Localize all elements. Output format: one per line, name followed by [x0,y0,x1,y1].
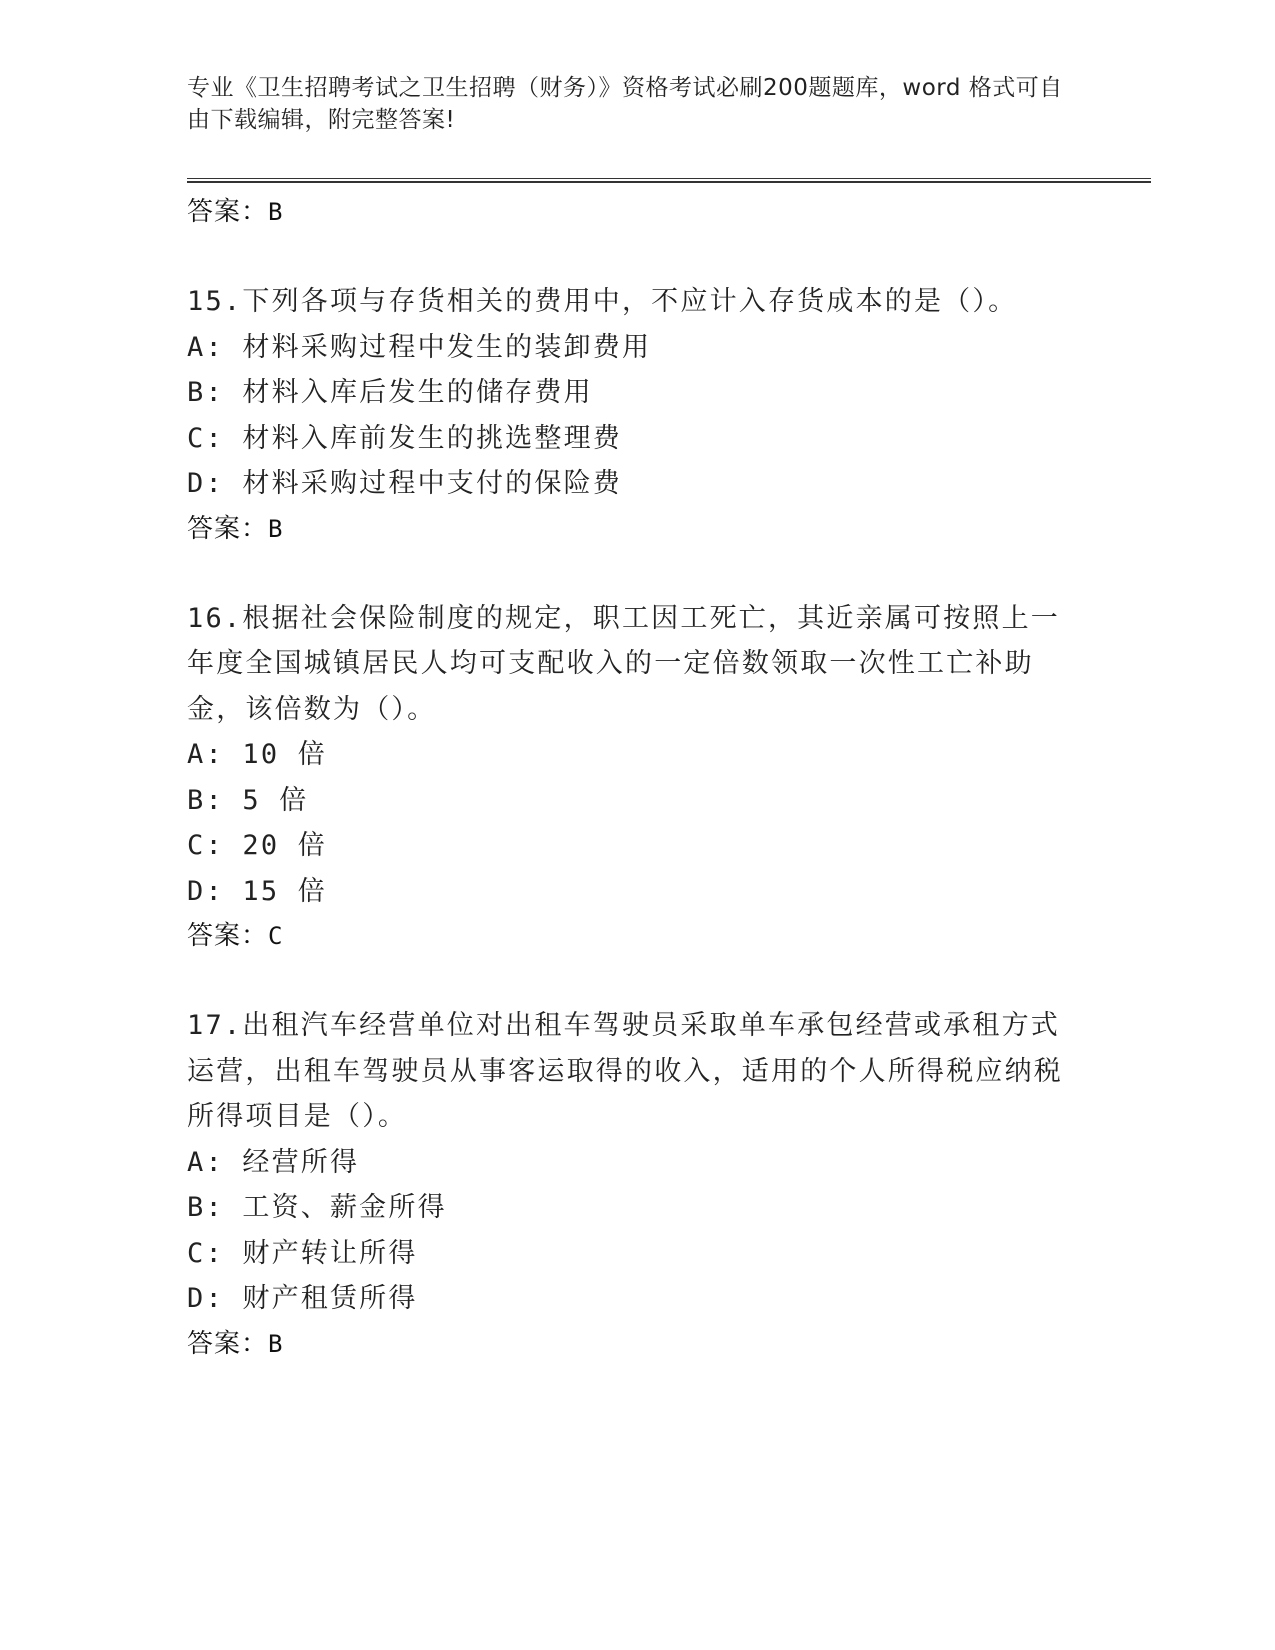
answer-label: 答案： [187,513,269,544]
answer-label: 答案： [187,197,269,227]
question-16 [187,596,1087,959]
option-d: D: 财产租赁所得 [187,1283,418,1314]
answer-value: C [268,922,284,950]
page-header: 专业《卫生招聘考试之卫生招聘（财务）》资格考试必刷200题题库，word 格式可自由下载编辑，附完整答案! [187,75,1063,133]
option-b: B: 5 倍 [187,784,309,816]
answer-label: 答案： [187,921,269,951]
answer-line [187,190,1087,234]
question-stem: 15.下列各项与存货相关的费用中，不应计入存货成本的是（）。 [187,286,1018,317]
answer-line [187,507,1087,551]
option-a: A: 经营所得 [187,1146,360,1178]
answer-value: B [268,1329,284,1358]
option-c: C: 材料入库前发生的挑选整理费 [187,422,622,454]
option-b: B: 工资、薪金所得 [187,1192,447,1223]
document-body [187,190,1087,1366]
answer-value: B [268,198,284,226]
question-17 [187,1003,1087,1366]
option-c: C: 20 倍 [187,830,327,861]
option-a: A: 材料采购过程中发生的装卸费用 [187,331,652,363]
option-c: C: 财产转让所得 [187,1237,418,1269]
answer-value: B [268,514,284,543]
option-b: B: 材料入库后发生的储存费用 [187,377,593,408]
option-a: A: 10 倍 [187,739,327,770]
option-d: D: 材料采购过程中支付的保险费 [187,468,622,499]
answer-line [187,914,1087,958]
question-stem: 16.根据社会保险制度的规定，职工因工死亡，其近亲属可按照上一年度全国城镇居民人均可支配收入的一定倍数领取一次性工亡补助金，该倍数为（）。 [187,602,1060,725]
header-divider [187,178,1151,183]
question-stem: 17.出租汽车经营单位对出租车驾驶员采取单车承包经营或承租方式运营，出租车驾驶员从事客运取得的收入，适用的个人所得税应纳税所得项目是（）。 [187,1010,1063,1132]
answer-label: 答案： [187,1328,269,1359]
answer-line [187,1322,1087,1366]
question-15 [187,279,1087,551]
option-d: D: 15 倍 [187,875,327,907]
